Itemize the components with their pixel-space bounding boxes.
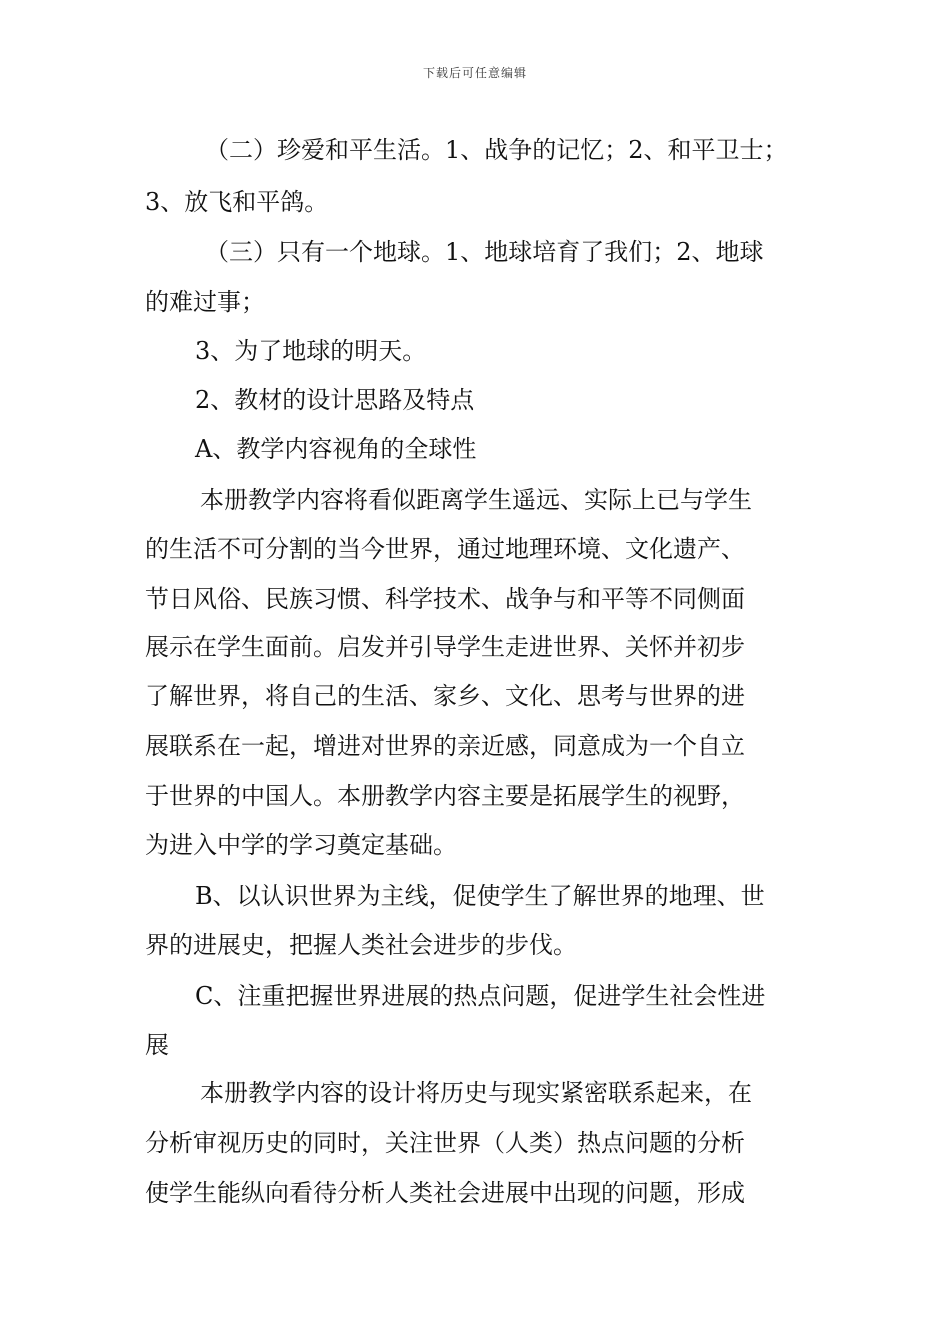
- text-line: 界的进展史，把握人类社会进步的步伐。: [145, 931, 577, 959]
- text-line: 节日风俗、民族习惯、科学技术、战争与和平等不同侧面: [145, 585, 745, 613]
- text-line: 于世界的中国人。本册教学内容主要是拓展学生的视野，: [145, 782, 745, 810]
- text-line: 3、放飞和平鸽。: [145, 188, 329, 216]
- text-line: 展: [145, 1031, 169, 1059]
- text-line: 展示在学生面前。启发并引导学生走进世界、关怀并初步: [145, 633, 745, 661]
- text-line: A、教学内容视角的全球性: [195, 435, 477, 463]
- text-line: 使学生能纵向看待分析人类社会进展中出现的问题，形成: [145, 1179, 745, 1207]
- text-line: C、注重把握世界进展的热点问题，促进学生社会性进: [195, 982, 766, 1010]
- text-line: 展联系在一起，增进对世界的亲近感，同意成为一个自立: [145, 732, 745, 760]
- text-line: （三）只有一个地球。1、地球培育了我们；2、地球: [205, 238, 764, 266]
- text-line: 的难过事；: [145, 288, 265, 316]
- text-line: 的生活不可分割的当今世界，通过地理环境、文化遗产、: [145, 535, 745, 563]
- text-line: 2、教材的设计思路及特点: [195, 386, 475, 414]
- text-line: 本册教学内容的设计将历史与现实紧密联系起来，在: [200, 1079, 752, 1107]
- text-line: 本册教学内容将看似距离学生遥远、实际上已与学生: [200, 486, 752, 514]
- text-line: 分析审视历史的同时，关注世界（人类）热点问题的分析: [145, 1129, 745, 1157]
- text-line: 3、为了地球的明天。: [195, 337, 427, 365]
- text-line: （二）珍爱和平生活。1、战争的记忆；2、和平卫士；: [205, 136, 788, 164]
- text-line: 了解世界，将自己的生活、家乡、文化、思考与世界的进: [145, 682, 745, 710]
- text-line: 为进入中学的学习奠定基础。: [145, 831, 457, 859]
- page-header: 下载后可任意编辑: [422, 66, 527, 80]
- text-line: B、以认识世界为主线，促使学生了解世界的地理、世: [195, 882, 765, 910]
